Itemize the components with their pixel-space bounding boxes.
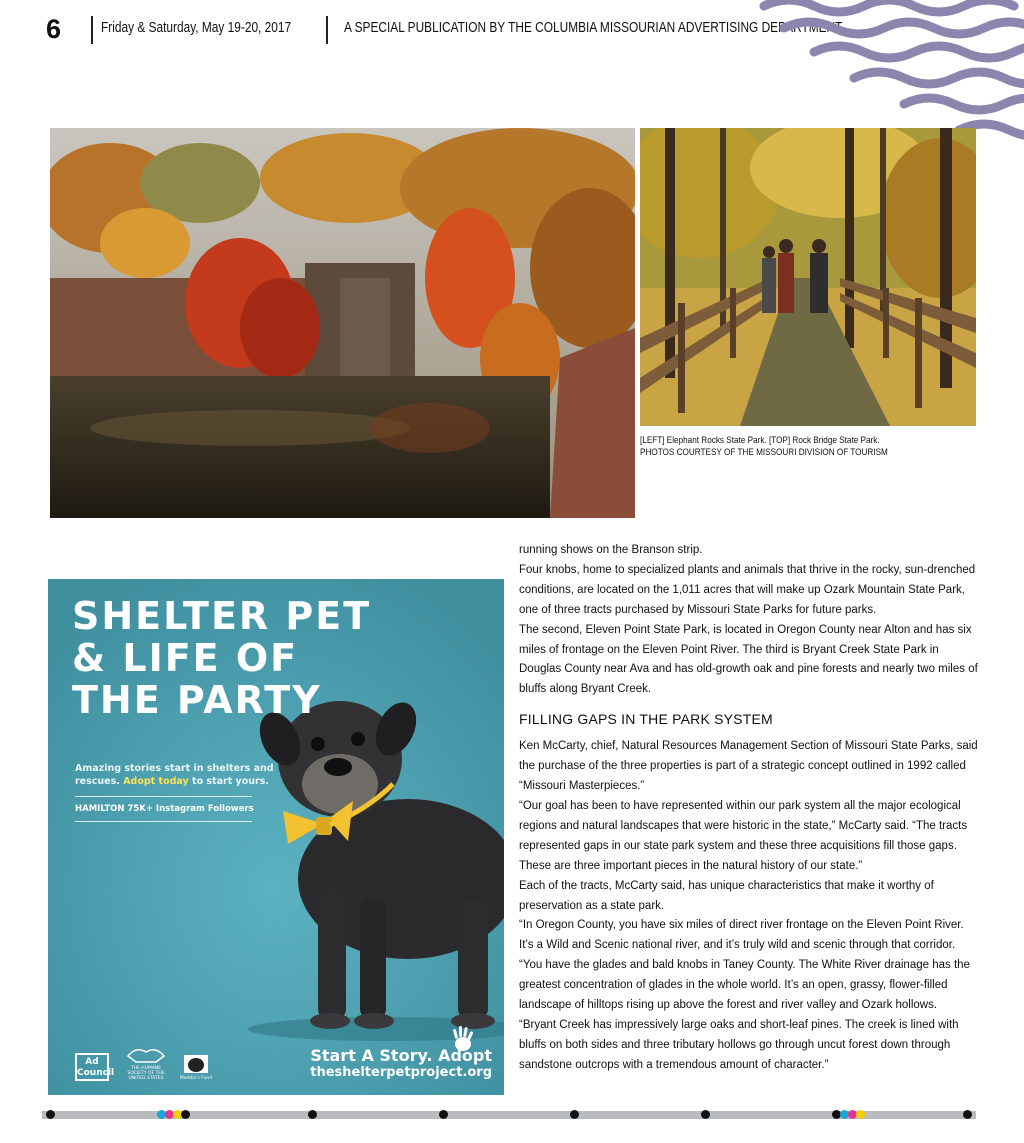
ad-subtext-part: to start yours. (192, 776, 269, 787)
registration-dot (570, 1110, 579, 1119)
ad-headline-line: & LIFE OF (72, 636, 299, 680)
article-subhead: FILLING GAPS IN THE PARK SYSTEM (519, 711, 773, 728)
maddies-fund-label: Maddie's Fund (179, 1076, 213, 1081)
registration-dot (439, 1110, 448, 1119)
registration-dot (46, 1110, 55, 1119)
article-body (519, 541, 979, 1076)
article-paragraph: running shows on the Branson strip. (519, 544, 703, 556)
shelter-pet-advertisement (48, 579, 504, 1095)
ad-subtext-part: Amazing stories start in shelters and rescues. (75, 763, 274, 787)
ad-website: theshelterpetproject.org (310, 1065, 492, 1080)
ad-followers (75, 804, 254, 814)
publication-line: A SPECIAL PUBLICATION BY THE COLUMBIA MISSOURIAN ADVERTISING DEPARTMENT (344, 20, 843, 36)
ad-followers-count: 75K+ Instagram Followers (127, 804, 254, 814)
ad-pet-name: HAMILTON (75, 804, 125, 814)
ad-council-logo: Ad Council (75, 1053, 109, 1081)
maddies-fund-logo (178, 1054, 214, 1081)
registration-dot-yellow (856, 1110, 865, 1119)
rock-bridge-photo (640, 128, 976, 426)
ad-call-to-action (310, 1046, 492, 1081)
photo-caption (640, 435, 932, 459)
article-paragraph: Four knobs, home to specialized plants and animals that thrive in the rocky, sun-drenched conditions, are located on the 1,011 acres that will make up Ozark Mountain State Park, one of three tracts purchased by Missouri State Parks for future parks. (519, 563, 976, 616)
humane-society-logo (124, 1044, 168, 1081)
article-paragraph: The second, Eleven Point State Park, is located in Oregon County near Alton and has six miles of frontage on the Eleven Point River. The third is Bryant Creek State Park in Douglas County near Ava and has old-growth oak and pine forests and nearly two miles of bluffs along Bryant Creek. (519, 623, 978, 696)
maddies-fund-dog-icon (183, 1054, 209, 1074)
ad-divider (75, 821, 252, 822)
humane-society-emblem-icon (126, 1044, 166, 1064)
photo-credit: PHOTOS COURTESY OF THE MISSOURI DIVISION OF TOURISM (640, 447, 888, 458)
header-divider (326, 16, 328, 44)
ad-subtext (75, 762, 275, 788)
ad-subtext-accent: Adopt today (123, 776, 189, 787)
page-number: 6 (46, 14, 62, 44)
ad-divider (75, 796, 252, 797)
ad-cta-headline: Start A Story. Adopt (310, 1046, 492, 1065)
registration-dot (963, 1110, 972, 1119)
ad-headline-line: SHELTER PET (72, 594, 372, 638)
article-paragraph: Each of the tracts, McCarty said, has unique characteristics that make it worthy of preservation as a state park. (519, 879, 934, 912)
elephant-rocks-photo (50, 128, 635, 518)
registration-dot (181, 1110, 190, 1119)
article-paragraph: “Bryant Creek has impressively large oaks and short-leaf pines. The creek is lined with bluffs on both sides and three tributary hollows go through uncut forest down through sandstone outcrops with a tremendous amount of character.” (519, 1018, 959, 1071)
registration-dot (701, 1110, 710, 1119)
issue-date: Friday & Saturday, May 19-20, 2017 (101, 20, 292, 36)
humane-society-label: THE HUMANE SOCIETY OF THE UNITED STATES (127, 1066, 165, 1081)
registration-dot (308, 1110, 317, 1119)
header-divider (91, 16, 93, 44)
article-paragraph: “You have the glades and bald knobs in Taney County. The White River drainage has the greatest concentration of glades in the whole world. It’s an open, grassy, flower-filled landscape of hilltops rising up above the forest and river valley and Ozark hollows. (519, 959, 970, 1012)
article-paragraph: Ken McCarty, chief, Natural Resources Management Section of Missouri State Parks, said the purchase of the three properties is part of a strategic concept outlined in 1992 called “Missouri Masterpieces.” (519, 740, 978, 793)
photo-caption-line: [LEFT] Elephant Rocks State Park. [TOP] Rock Bridge State Park. (640, 435, 880, 446)
article-paragraph: “Our goal has been to have represented within our park system all the major ecological regions and natural landscapes that were historic in the state,” McCarty said. “The tracts represented gaps in our state park system and these three acquisitions fill those gaps. These are three important pieces in the natural history of our state.” (519, 799, 968, 872)
ad-headline-line: THE PARTY (72, 678, 322, 722)
article-paragraph: “In Oregon County, you have six miles of direct river frontage on the Eleven Point River. It’s a Wild and Scenic national river, and it’s truly wild and scenic through that corridor. (519, 919, 964, 952)
ad-headline (72, 595, 492, 721)
